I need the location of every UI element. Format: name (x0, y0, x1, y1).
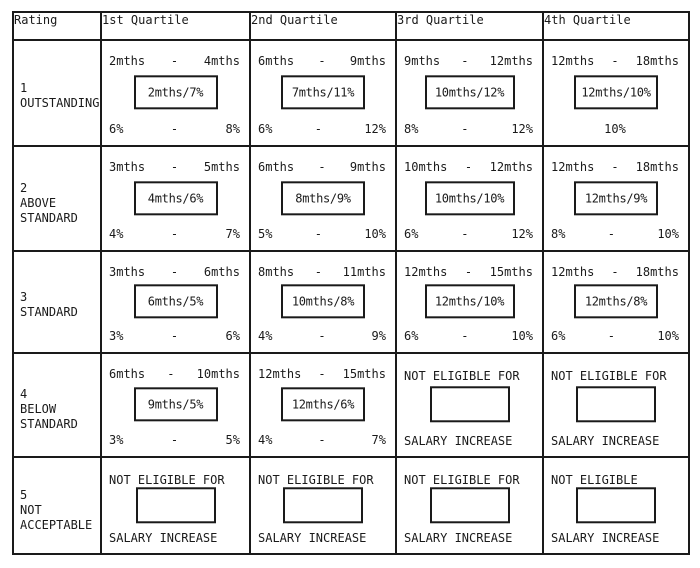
rating-label: OUTSTANDING (20, 96, 100, 110)
rating-label: BELOW (20, 402, 57, 416)
range-max: 18mths (635, 265, 679, 279)
header-rating: Rating (13, 12, 101, 40)
pct-sep: - (461, 227, 469, 241)
rating-label: ABOVE (20, 195, 57, 210)
matrix-cell (396, 251, 543, 353)
table-row (13, 251, 689, 353)
pct-max: 6% (225, 329, 240, 343)
range-min: 6mths (258, 160, 295, 174)
target-box: 10mths/10% (425, 181, 515, 215)
pct-sep: - (314, 227, 322, 241)
table-row (13, 457, 689, 554)
header-q1: 1st Quartile (101, 12, 250, 40)
pct-sep: - (461, 122, 469, 136)
range-max: 11mths (342, 265, 386, 279)
matrix-cell (101, 353, 250, 457)
pct-max: 5% (225, 433, 240, 447)
target-box: 2mths/7% (134, 75, 218, 109)
header-row (13, 12, 689, 40)
range-max: 18mths (635, 160, 679, 174)
target-box: 12mths/10% (425, 284, 515, 318)
header-q3: 3rd Quartile (396, 12, 543, 40)
salary-increase-label: SALARY INCREASE (551, 434, 660, 448)
range-min: 3mths (109, 160, 146, 174)
range-max: 12mths (489, 54, 533, 68)
pct-sep: - (170, 227, 179, 241)
target-box: 12mths/10% (574, 75, 658, 109)
range-min: 12mths (551, 265, 595, 279)
target-box: 9mths/5% (134, 387, 218, 421)
rating-number: 1 (20, 81, 28, 95)
pct-min: 4% (258, 329, 273, 343)
pct-sep: - (607, 329, 615, 343)
matrix-cell (101, 251, 250, 353)
target-box: 12mths/8% (574, 284, 658, 318)
range-min: 6mths (258, 54, 295, 68)
range-max: 5mths (203, 160, 240, 174)
range-max: 18mths (635, 54, 679, 68)
pct-max: 12% (511, 227, 533, 241)
matrix-cell (101, 457, 250, 554)
pct-sep: - (461, 329, 469, 343)
pct-min: 6% (258, 122, 273, 136)
not-eligible-label: NOT ELIGIBLE (551, 473, 638, 487)
matrix-cell (250, 457, 396, 554)
range-max: 10mths (196, 367, 240, 381)
pct-max: 8% (225, 122, 240, 136)
empty-box (136, 487, 216, 523)
rating-cell (13, 251, 101, 353)
rating-label: STANDARD (20, 417, 78, 431)
range-sep: - (464, 160, 473, 174)
matrix-cell (543, 40, 689, 146)
pct-min: 4% (258, 433, 273, 447)
range-min: 6mths (109, 367, 146, 381)
matrix-cell (543, 353, 689, 457)
target-box: 8mths/9% (281, 181, 365, 215)
rating-number: 3 (20, 290, 28, 304)
pct-max: 10% (657, 227, 679, 241)
pct-max: 10% (511, 329, 533, 343)
rating-label: STANDARD (20, 305, 78, 319)
range-min: 2mths (109, 54, 146, 68)
empty-box (576, 386, 656, 422)
range-sep: - (318, 54, 326, 68)
matrix-cell (396, 40, 543, 146)
salary-increase-matrix (12, 11, 690, 555)
rating-cell (13, 40, 101, 146)
pct-max: 12% (364, 122, 386, 136)
pct-min: 6% (404, 329, 419, 343)
range-sep: - (464, 265, 473, 279)
matrix-cell (396, 146, 543, 251)
pct-max: 9% (371, 329, 386, 343)
salary-increase-label: SALARY INCREASE (404, 531, 513, 545)
range-sep: - (170, 54, 179, 68)
salary-increase-label: SALARY INCREASE (109, 531, 218, 545)
pct-max: 7% (225, 227, 240, 241)
pct-max: 7% (371, 433, 386, 447)
pct-min: 6% (551, 329, 566, 343)
table-row (13, 353, 689, 457)
range-min: 12mths (258, 367, 302, 381)
pct-sep: - (170, 433, 179, 447)
pct-min: 8% (404, 122, 419, 136)
header-q4: 4th Quartile (543, 12, 689, 40)
rating-label: NOT (20, 502, 42, 517)
salary-increase-label: SALARY INCREASE (404, 434, 513, 448)
empty-box (576, 487, 656, 523)
range-min: 12mths (551, 160, 595, 174)
pct-min: 3% (109, 329, 124, 343)
not-eligible-label: NOT ELIGIBLE FOR (551, 369, 667, 383)
pct-max: 10% (657, 329, 679, 343)
range-max: 15mths (489, 265, 533, 279)
rating-cell (13, 353, 101, 457)
target-box: 10mths/8% (281, 284, 365, 318)
range-sep: - (167, 367, 175, 381)
pct-sep: - (318, 433, 326, 447)
range-min: 3mths (109, 265, 146, 279)
pct-min: 5% (258, 227, 273, 241)
pct-sep: - (170, 329, 179, 343)
not-eligible-label: NOT ELIGIBLE FOR (258, 473, 374, 487)
pct-min: 3% (109, 433, 124, 447)
rating-number: 4 (20, 387, 28, 401)
range-min: 12mths (551, 54, 595, 68)
range-max: 4mths (203, 54, 240, 68)
matrix-cell (543, 457, 689, 554)
range-max: 9mths (349, 54, 386, 68)
target-box: 12mths/6% (281, 387, 365, 421)
table-row (13, 146, 689, 251)
empty-box (430, 487, 510, 523)
range-min: 9mths (404, 54, 441, 68)
range-sep: - (461, 54, 469, 68)
pct-sep: - (318, 329, 326, 343)
rating-number: 2 (20, 180, 28, 195)
target-box: 12mths/9% (574, 181, 658, 215)
range-sep: - (318, 367, 326, 381)
pct-sep: - (314, 122, 322, 136)
pct-min: 8% (551, 227, 566, 241)
not-eligible-label: NOT ELIGIBLE FOR (404, 473, 520, 487)
header-q2: 2nd Quartile (250, 12, 396, 40)
salary-increase-label: SALARY INCREASE (258, 531, 367, 545)
matrix-cell (250, 251, 396, 353)
table-row (13, 40, 689, 146)
matrix-cell (250, 353, 396, 457)
pct-min: 6% (404, 227, 419, 241)
matrix-cell (250, 146, 396, 251)
rating-number: 5 (20, 487, 28, 502)
range-max: 12mths (489, 160, 533, 174)
salary-increase-label: SALARY INCREASE (551, 531, 660, 545)
range-sep: - (611, 54, 619, 68)
rating-label: ACCEPTABLE (20, 517, 93, 532)
target-box: 4mths/6% (134, 181, 218, 215)
not-eligible-label: NOT ELIGIBLE FOR (404, 369, 520, 383)
rating-cell (13, 457, 101, 554)
target-box: 6mths/5% (134, 284, 218, 318)
range-min: 8mths (258, 265, 295, 279)
not-eligible-label: NOT ELIGIBLE FOR (109, 473, 225, 487)
range-max: 9mths (349, 160, 386, 174)
range-sep: - (170, 160, 179, 174)
matrix-cell (396, 353, 543, 457)
rating-cell (13, 146, 101, 251)
pct-max: 10% (364, 227, 386, 241)
target-box: 7mths/11% (281, 75, 365, 109)
empty-box (283, 487, 363, 523)
range-sep: - (170, 265, 179, 279)
range-min: 10mths (404, 160, 448, 174)
matrix-cell (543, 251, 689, 353)
range-sep: - (318, 160, 326, 174)
range-sep: - (611, 160, 619, 174)
matrix-cell (250, 40, 396, 146)
matrix-cell (101, 146, 250, 251)
matrix-cell (543, 146, 689, 251)
range-sep: - (314, 265, 322, 279)
matrix-cell (101, 40, 250, 146)
range-max: 6mths (203, 265, 240, 279)
empty-box (430, 386, 510, 422)
pct-value: 10% (604, 122, 626, 136)
pct-max: 12% (511, 122, 533, 136)
pct-sep: - (170, 122, 179, 136)
pct-sep: - (607, 227, 615, 241)
pct-min: 6% (109, 122, 124, 136)
target-box: 10mths/12% (425, 75, 515, 109)
range-sep: - (611, 265, 619, 279)
rating-label: STANDARD (20, 210, 78, 225)
matrix-cell (396, 457, 543, 554)
range-max: 15mths (342, 367, 386, 381)
pct-min: 4% (109, 227, 124, 241)
range-min: 12mths (404, 265, 448, 279)
